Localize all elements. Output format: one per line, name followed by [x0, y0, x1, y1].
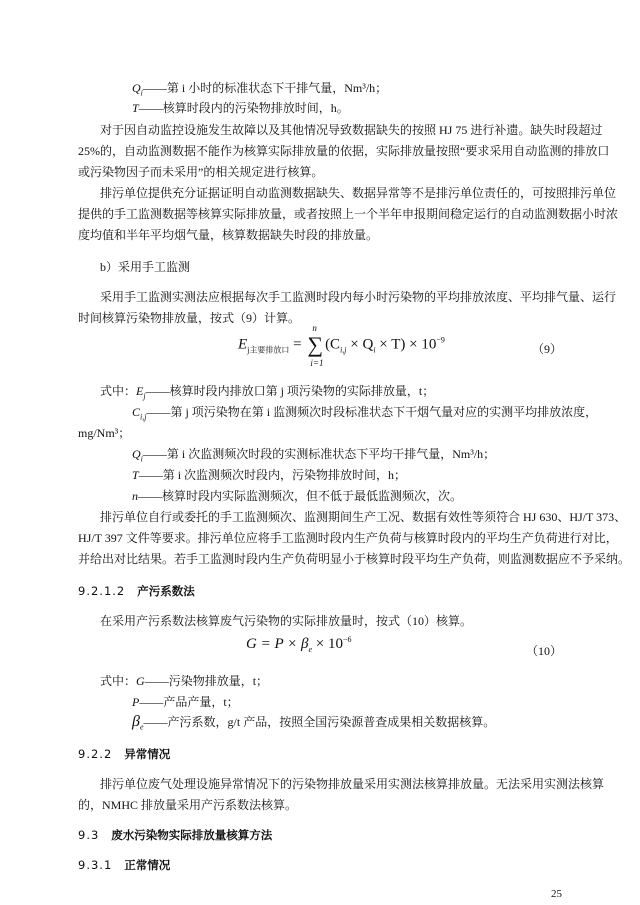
paragraph-line: 时间核算污染物排放量，按式（9）计算。	[78, 311, 301, 325]
sigma-symbol: ∑ n i=1	[307, 323, 324, 368]
paragraph-line: 并给出对比结果。若手工监测时段内生产负荷明显小于核算时段平均生产负荷，则监测数据应不予采纳。	[78, 552, 631, 566]
paragraph-line: 对于因自动监控设施发生故障以及其他情况导致数据缺失的按照 HJ 75 进行补遗。缺失时段超过	[100, 123, 603, 137]
section-heading-9-2-2: 9.2.2 异常情况	[78, 747, 171, 761]
formula-10: $G = P \times \beta_e \times 10^{-6}$	[246, 635, 352, 654]
definition-n: n——核算时段内实际监测频次，但不低于最低监测频次，次。	[132, 489, 463, 503]
definition-t: T——核算时段内的污染物排放时间，h。	[132, 101, 349, 115]
section-heading-9-2-1-2: 9.2.1.2 产污系数法	[78, 584, 195, 598]
definition-qi: $Q_i——$第 i 小时的标准状态下干排气量，Nm³/h；	[132, 81, 388, 98]
paragraph-line: 度均值和半年平均烟气量，核算数据缺失时段的排放量。	[78, 228, 379, 242]
paragraph-line: 提供的手工监测数据等核算实际排放量，或者按照上一个半年申报期间稳定运行的自动监测数据小时浓	[78, 207, 619, 221]
definition-cij: $C_{i,j}——$第 j 项污染物在第 i 监测频次时段标准状态下干烟气量对应的实测平均排放浓度，	[132, 405, 598, 422]
paragraph-line: 的，NMHC 排放量采用产污系数法核算。	[78, 798, 298, 812]
definition-p: P——产品产量，t；	[132, 695, 239, 709]
list-item-b: b）采用手工监测	[100, 260, 191, 274]
formula-9: $E_{j主要排放口}$ = ∑ n i=1 $(C_{i,j} \times Q_i \times T) \times 10^{-9}$	[238, 323, 445, 368]
definition-cij-unit: mg/Nm³；	[78, 426, 131, 440]
paragraph-line: 采用手工监测实测法应根据每次手工监测时段内每小时污染物的平均排放浓度、平均排气量、运行	[100, 290, 617, 304]
page-number: 25	[551, 888, 562, 900]
paragraph-line: 或污染物因子而未采用”的相关规定进行核算。	[78, 165, 324, 179]
definition-ej: 式中：$E_j——$核算时段内排放口第 j 项污染物的实际排放量，t；	[100, 384, 435, 401]
definition-beta: $\beta_e——$产污系数，g/t 产品，按照全国污染源普查成果相关数据核算。	[132, 713, 496, 732]
paragraph-line: 排污单位自行或委托的手工监测频次、监测期间生产工况、数据有效性等须符合 HJ 630、HJ/T 373、	[100, 510, 627, 524]
section-heading-9-3: 9.3 废水污染物实际排放量核算方法	[78, 828, 273, 842]
definition-g: 式中：G——污染物排放量，t；	[100, 674, 269, 688]
paragraph-line: 25%的，自动监测数据不能作为核算实际排放量的依据，实际排放量按照“要求采用自动监测的排放口	[78, 144, 610, 158]
definition-t: T——第 i 次监测频次时段内，污染物排放时间，h；	[132, 468, 407, 482]
paragraph-line: 排污单位提供充分证据证明自动监测数据缺失、数据异常等不是排污单位责任的，可按照排污单位	[100, 186, 617, 200]
paragraph-line: 排污单位废气处理设施异常情况下的污染物排放量采用实测法核算排放量。无法采用实测法核算	[100, 777, 605, 791]
equation-number: （10）	[525, 644, 562, 658]
equation-number: （9）	[531, 342, 562, 356]
section-heading-9-3-1: 9.3.1 正常情况	[78, 858, 171, 872]
paragraph-line: 在采用产污系数法核算废气污染物的实际排放量时，按式（10）核算。	[100, 614, 473, 628]
paragraph-line: HJ/T 397 文件等要求。排污单位应将手工监测时段内生产负荷与核算时段内的平均生产负荷进行对比，	[78, 531, 618, 545]
definition-qi: $Q_i——$第 i 次监测频次时段的实测标准状态下平均干排气量，Nm³/h；	[132, 447, 496, 464]
